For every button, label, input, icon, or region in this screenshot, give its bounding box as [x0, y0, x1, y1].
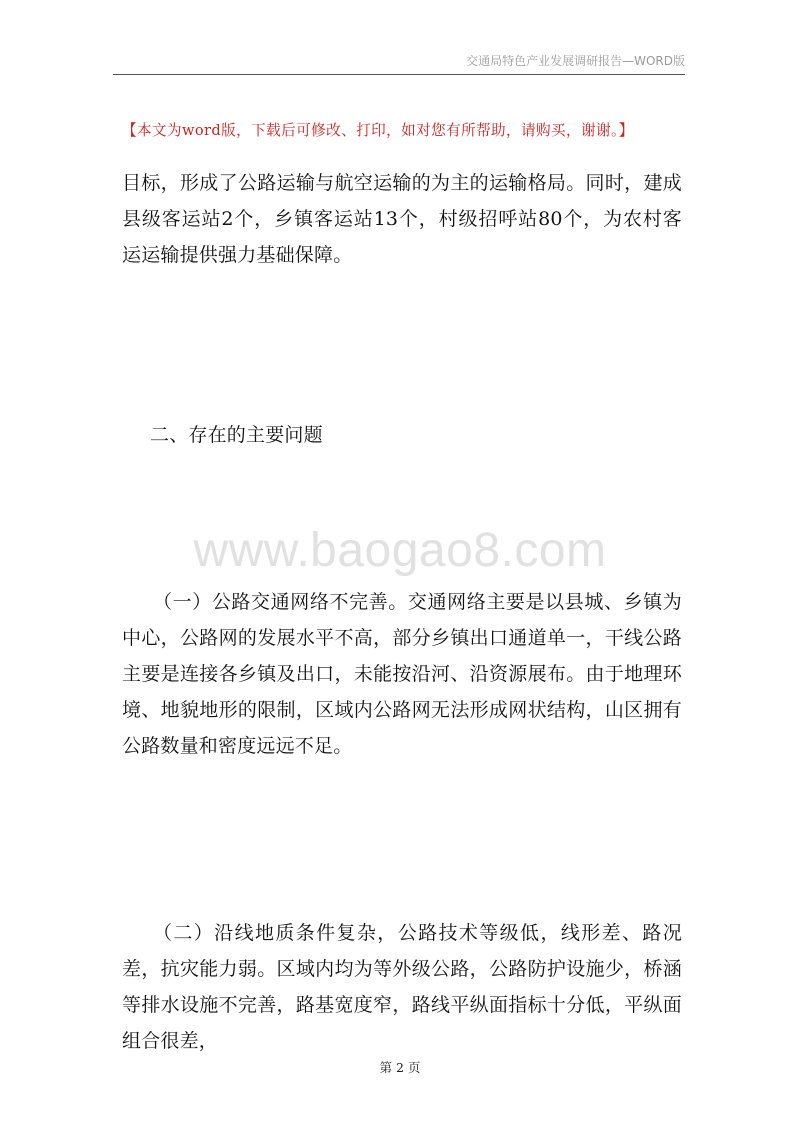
- body-paragraph-2: （一）公路交通网络不完善。交通网络主要是以县城、乡镇为中心，公路网的发展水平不高，部分乡镇出口通道单一，干线公路主要是连接各乡镇及出口，未能按沿河、沿资源展布。由于地理环境、地貌地形的限制，区域内公路网无法形成网状结构，山区拥有公路数量和密度远远不足。: [122, 591, 682, 757]
- page-number: 第 2 页: [379, 1060, 421, 1075]
- download-notice: 【本文为word版，下载后可修改、打印，如对您有所帮助，请购买，谢谢。】: [122, 122, 634, 139]
- section-heading: 二、存在的主要问题: [150, 424, 323, 446]
- body-paragraph-3: （二）沿线地质条件复杂，公路技术等级低，线形差、路况差，抗灾能力弱。区域内均为等外级公路，公路防护设施少，桥涵等排水设施不完善，路基宽度窄，路线平纵面指标十分低，平纵面组合很差，: [122, 922, 682, 1052]
- header-divider: [113, 74, 685, 75]
- watermark: www.baogao8.com: [193, 524, 607, 577]
- running-header: 交通局特色产业发展调研报告—WORD版: [466, 54, 685, 68]
- body-paragraph-1: 目标，形成了公路运输与航空运输的为主的运输格局。同时，建成县级客运站2个，乡镇客运站13个，村级招呼站80个，为农村客运运输提供强力基础保障。: [122, 172, 682, 266]
